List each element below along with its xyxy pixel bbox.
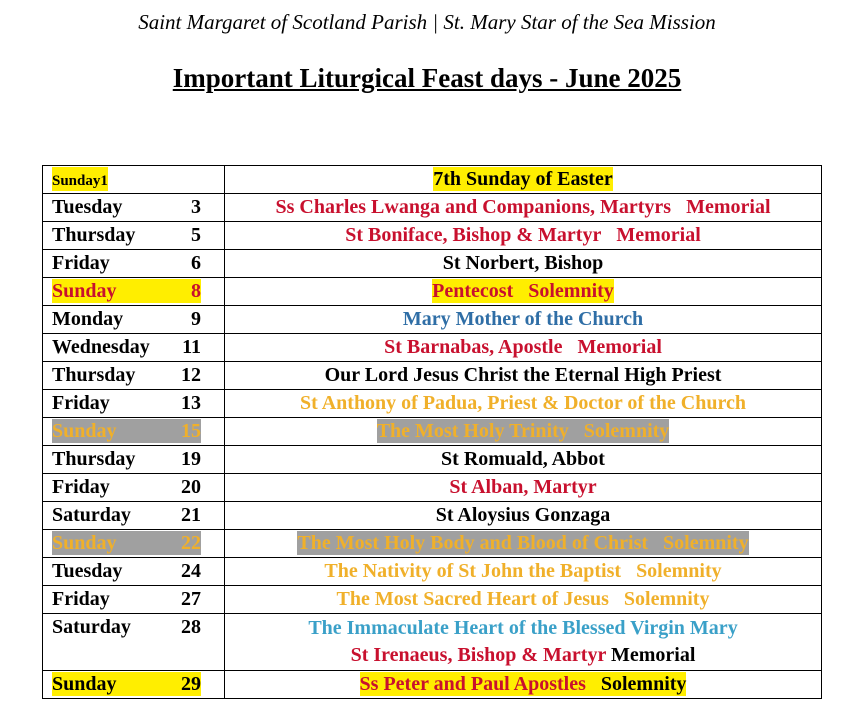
table-row [43,586,822,614]
event-name: St Alban, Martyr [449,476,597,498]
event-name: The Nativity of St John the Baptist [324,560,622,582]
event-cell [225,306,822,334]
page-title: Important Liturgical Feast days - June 2025 [172,63,682,93]
day-number: 13 [181,392,201,414]
date-cell [43,502,225,530]
day-number: 9 [191,308,201,330]
day-name: Sunday [52,532,117,554]
day-number: 19 [181,448,201,470]
date-cell [43,306,225,334]
date-highlight [52,336,201,358]
day-name: Saturday [52,504,131,526]
date-cell [43,530,225,558]
date-cell [43,418,225,446]
event-cell [225,390,822,418]
event-highlight [300,392,746,414]
date-cell [43,250,225,278]
table-row [43,418,822,446]
date-cell [43,194,225,222]
day-name: Friday [52,392,110,414]
date-cell [43,671,225,699]
day-number: 15 [181,420,201,442]
date-highlight [52,279,201,303]
date-cell [43,222,225,250]
event-highlight [432,279,614,303]
event-cell [225,502,822,530]
event-cell [225,446,822,474]
day-number: 21 [181,504,201,526]
date-cell [43,362,225,390]
event-highlight [275,196,770,218]
parish-header: Saint Margaret of Scotland Parish | St. Mary Star of the Sea Mission [138,10,716,34]
event-cell [225,334,822,362]
day-name: Sunday1 [52,173,108,189]
table-row [43,671,822,699]
event-cell [225,194,822,222]
event-cell [225,362,822,390]
date-highlight [52,672,201,696]
date-highlight [52,560,201,582]
table-row [43,390,822,418]
event-name: The Most Sacred Heart of Jesus [336,588,609,610]
event-cell [225,558,822,586]
day-number: 6 [191,252,201,274]
day-name: Thursday [52,224,136,246]
day-name: Sunday [52,673,117,695]
date-cell [43,446,225,474]
event-name: The Immaculate Heart of the Blessed Virgin Mary [308,617,738,639]
day-name: Friday [52,252,110,274]
event-name: St Irenaeus, Bishop & Martyr [350,644,606,666]
day-name: Friday [52,588,110,610]
date-cell [43,166,225,194]
table-row [43,278,822,306]
event-name: The Most Holy Body and Blood of Christ [297,532,649,554]
table-row [43,530,822,558]
rank-label: Memorial [616,224,701,246]
day-name: Tuesday [52,560,123,582]
event-name: The Most Holy Trinity [376,420,569,442]
date-cell [43,334,225,362]
event-cell [225,671,822,699]
feast-table [42,165,822,699]
rank-label: Solemnity [600,673,687,695]
event-highlight [403,308,643,330]
event-cell [225,418,822,446]
rank-label: Memorial [686,196,771,218]
rank-label: Solemnity [636,560,722,582]
table-row [43,558,822,586]
table-row [43,614,822,671]
date-highlight [52,504,201,526]
date-highlight [52,224,201,246]
rank-label: Solemnity [583,420,670,442]
table-row [43,362,822,390]
day-name: Friday [52,476,110,498]
event-highlight [337,588,710,610]
event-highlight [441,448,605,470]
day-number: 24 [181,560,201,582]
date-cell [43,474,225,502]
event-highlight [443,252,604,274]
rank-label: Solemnity [623,588,710,610]
date-highlight [52,476,201,498]
day-name: Thursday [52,448,136,470]
day-name: Monday [52,308,124,330]
event-highlight [325,364,722,386]
event-highlight [308,617,737,639]
event-highlight [377,419,670,443]
table-row [43,502,822,530]
date-highlight [52,616,201,638]
day-number: 28 [181,616,201,638]
event-highlight [449,476,596,498]
day-number: 3 [191,196,201,218]
event-name: St Romuald, Abbot [441,448,605,470]
day-name: Sunday [52,280,117,302]
day-number: 5 [191,224,201,246]
date-highlight [52,448,201,470]
day-number: 8 [191,280,201,302]
event-cell [225,614,822,671]
event-highlight [436,504,610,526]
event-highlight [345,224,701,246]
table-row [43,250,822,278]
day-number: 20 [181,476,201,498]
date-highlight [52,252,201,274]
day-number: 12 [181,364,201,386]
day-number: 27 [181,588,201,610]
date-highlight [52,196,201,218]
date-highlight [52,531,201,555]
date-highlight [52,588,201,610]
event-name: 7th Sunday of Easter [433,168,613,190]
day-name: Saturday [52,616,131,638]
date-highlight [52,167,108,191]
table-row [43,334,822,362]
event-name: St Barnabas, Apostle [384,336,563,358]
event-name: Ss Peter and Paul Apostles [359,673,586,695]
event-name: Ss Charles Lwanga and Companions, Martyrs [275,196,672,218]
event-name: St Anthony of Padua, Priest & Doctor of the Church [300,392,746,414]
day-name: Tuesday [52,196,123,218]
event-cell [225,278,822,306]
rank-label: Memorial [577,336,662,358]
event-name: Our Lord Jesus Christ the Eternal High Priest [324,364,722,386]
event-name: St Norbert, Bishop [442,252,604,274]
event-highlight [297,531,748,555]
date-cell [43,278,225,306]
date-cell [43,390,225,418]
table-row [43,166,822,194]
date-cell [43,614,225,671]
date-highlight [52,364,201,386]
date-highlight [52,419,201,443]
table-row [43,306,822,334]
event-name: Mary Mother of the Church [402,308,644,330]
event-cell [225,474,822,502]
event-highlight [360,672,687,696]
event-highlight [384,336,662,358]
event-highlight [433,167,612,191]
date-highlight [52,392,201,414]
day-number: 11 [182,336,201,358]
day-number: 29 [181,673,201,695]
date-cell [43,586,225,614]
date-highlight [52,308,201,330]
event-name: St Boniface, Bishop & Martyr [345,224,602,246]
rank-label: Solemnity [663,532,749,554]
day-number: 22 [181,532,201,554]
event-name: St Aloysius Gonzaga [435,504,611,526]
event-highlight [324,560,721,582]
table-row [43,222,822,250]
event-cell [225,250,822,278]
event-cell [225,222,822,250]
table-row [43,446,822,474]
rank-label: Solemnity [528,280,614,302]
rank-label: Memorial [610,644,696,666]
day-name: Wednesday [52,336,150,358]
event-cell [225,530,822,558]
date-cell [43,558,225,586]
event-cell [225,166,822,194]
day-name: Sunday [52,420,117,442]
event-cell [225,586,822,614]
table-row [43,194,822,222]
day-name: Thursday [52,364,136,386]
event-name: Pentecost [432,280,514,302]
table-row [43,474,822,502]
